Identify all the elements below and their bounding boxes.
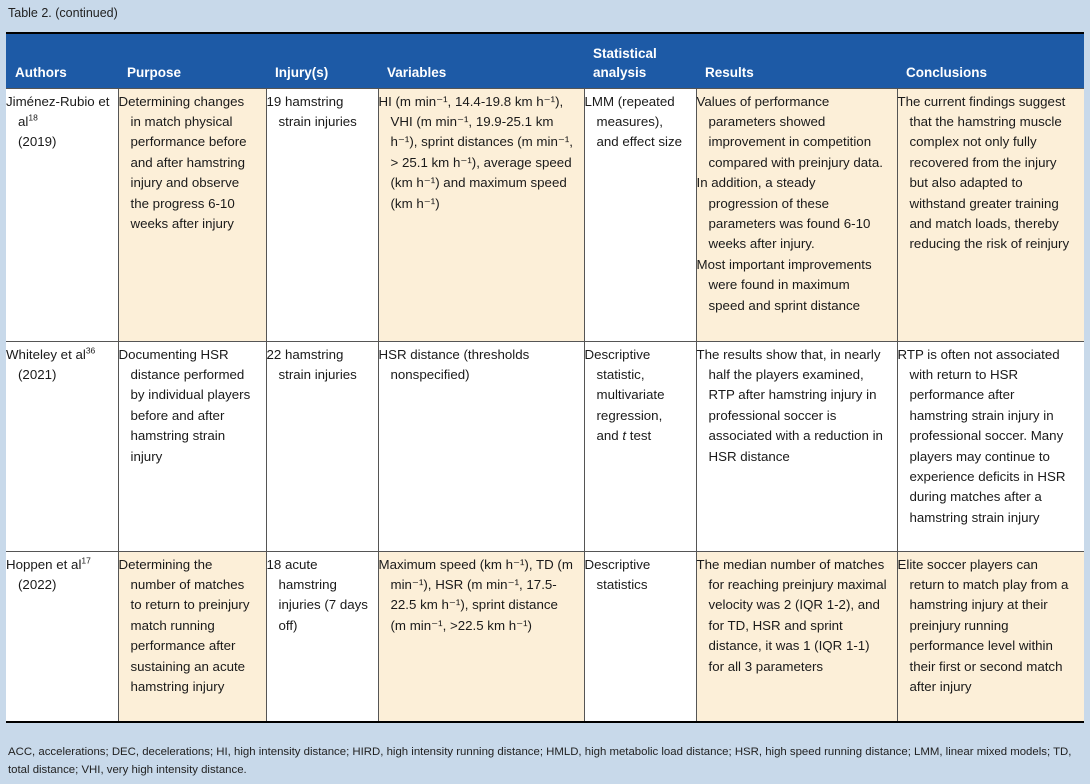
cell-analysis: LMM (repeated measures), and effect size	[584, 88, 696, 341]
header-injury: Injury(s)	[266, 34, 378, 88]
author-name: Jiménez-Rubio et al	[6, 93, 110, 129]
cell-variables: Maximum speed (km h⁻¹), TD (m min⁻¹), HSR (m min⁻¹, 17.5-22.5 km h⁻¹), sprint distance (m min⁻¹, >22.5 km h⁻¹)	[378, 551, 584, 721]
result-paragraph: The results show that, in nearly half the players examined, RTP after hamstring injury in professional soccer is associated with a reduction in HSR distance	[696, 346, 883, 464]
author-name: Hoppen et al	[6, 556, 82, 572]
cell-results	[696, 341, 897, 551]
cell-conclusions: The current findings suggest that the hamstring muscle complex not only fully recovered from the injury but also adapted to withstand greater training and match loads, thereby reducing the risk of reinjury	[897, 88, 1084, 341]
result-paragraph: The median number of matches for reaching preinjury maximal velocity was 2 (IQR 1-2), and for TD, HSR and sprint distance, it was 1 (IQR 1-1) for all 3 parameters	[696, 556, 887, 674]
analysis-text: Descriptive statistic, multivariate regression, and	[584, 346, 665, 444]
header-authors: Authors	[6, 34, 118, 88]
cell-injury: 18 acute hamstring injuries (7 days off)	[266, 551, 378, 721]
cell-purpose: Determining changes in match physical performance before and after hamstring injury and observe the progress 6-10 weeks after injury	[118, 88, 266, 341]
result-paragraph: In addition, a steady progression of these parameters was found 6-10 weeks after injury.	[696, 175, 871, 252]
author-ref: 36	[85, 345, 96, 356]
author-year: (2019)	[18, 134, 57, 150]
cell-variables: HSR distance (thresholds nonspecified)	[378, 341, 584, 551]
analysis-italic: t	[622, 428, 627, 444]
header-purpose: Purpose	[118, 34, 266, 88]
author-year: (2021)	[18, 366, 57, 382]
author-name: Whiteley et al	[6, 346, 86, 362]
header-results: Results	[696, 34, 897, 88]
cell-purpose: Documenting HSR distance performed by individual players before and after hamstring strain injury	[118, 341, 266, 551]
cell-conclusions: RTP is often not associated with return to HSR performance after hamstring strain injury in professional soccer. Many players may continue to experience deficits in HSR during matches after a hamstring strain injury	[897, 341, 1084, 551]
cell-variables: HI (m min⁻¹, 14.4-19.8 km h⁻¹), VHI (m min⁻¹, 19.9-25.1 km h⁻¹), sprint distances (m min⁻¹, > 25.1 km h⁻¹), average speed (km h⁻¹) and maximum speed (km h⁻¹)	[378, 88, 584, 341]
cell-author	[6, 551, 118, 721]
cell-purpose: Determining the number of matches to return to preinjury match running performance after sustaining an acute hamstring injury	[118, 551, 266, 721]
author-ref: 18	[28, 112, 38, 123]
result-paragraph: Most important improvements were found in maximum speed and sprint distance	[696, 256, 872, 313]
cell-injury: 19 hamstring strain injuries	[266, 88, 378, 341]
cell-analysis	[584, 341, 696, 551]
header-row	[6, 34, 1084, 88]
cell-author	[6, 88, 118, 341]
table-row	[6, 88, 1084, 341]
cell-injury: 22 hamstring strain injuries	[266, 341, 378, 551]
table-caption: Table 2. (continued)	[8, 6, 118, 20]
header-conclusions: Conclusions	[897, 34, 1084, 88]
header-variables: Variables	[378, 34, 584, 88]
result-paragraph: Values of performance parameters showed improvement in competition compared with preinjury data.	[696, 93, 883, 170]
table-row	[6, 341, 1084, 551]
cell-results	[696, 88, 897, 341]
analysis-text-end: test	[626, 428, 652, 444]
author-year: (2022)	[18, 576, 57, 592]
table-row	[6, 551, 1084, 721]
header-analysis: Statistical analysis	[584, 34, 696, 88]
data-table	[6, 32, 1084, 723]
cell-conclusions: Elite soccer players can return to match play from a hamstring injury at their preinjury running performance level within their first or second match after injury	[897, 551, 1084, 721]
cell-author	[6, 341, 118, 551]
author-ref: 17	[81, 555, 91, 566]
table-footnote: ACC, accelerations; DEC, decelerations; HI, high intensity distance; HIRD, high intensity running distance; HMLD, high metabolic load distance; HSR, high speed running distance; LMM, linear mixed models; TD, total distance; VHI, very high intensity distance.	[8, 746, 1072, 776]
cell-results	[696, 551, 897, 721]
cell-analysis: Descriptive statistics	[584, 551, 696, 721]
